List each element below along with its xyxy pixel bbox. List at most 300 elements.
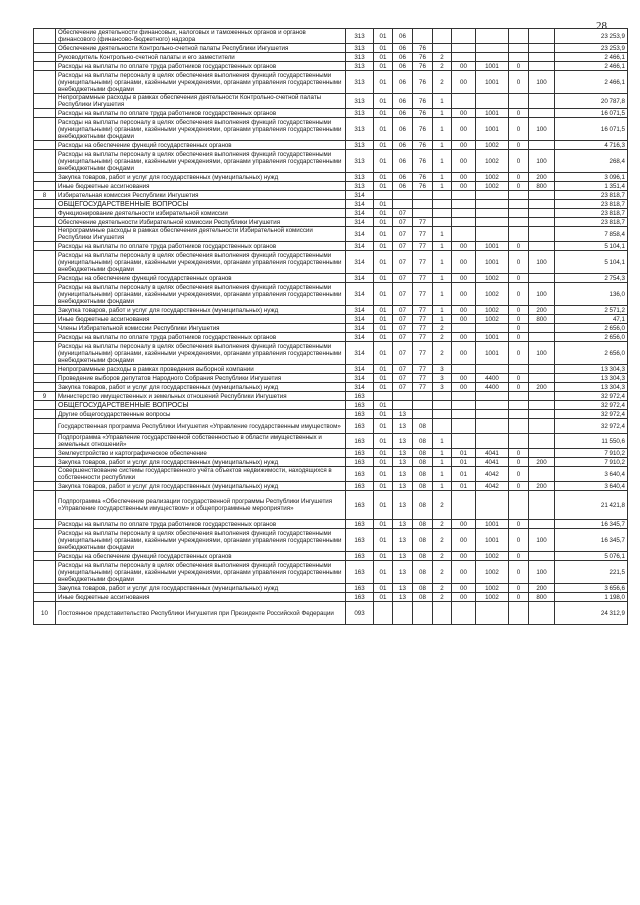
row-index-cell <box>34 109 56 118</box>
direction-code-cell: 1001 <box>476 342 509 365</box>
subsection-code-cell: 06 <box>393 53 413 62</box>
program-code-cell: 76 <box>413 118 433 141</box>
amount-cell: 2 754,3 <box>555 274 628 283</box>
measure-code-cell <box>452 191 476 200</box>
subdirection-code-cell: 0 <box>509 342 529 365</box>
measure-code-cell: 01 <box>452 458 476 467</box>
row-index-cell <box>34 283 56 306</box>
table-row <box>34 274 628 283</box>
row-name-cell: Расходы на выплаты по оплате труда работников государственных органов <box>56 333 346 342</box>
table-row <box>34 365 628 374</box>
amount-cell: 23 818,7 <box>555 209 628 218</box>
subdirection-code-cell: 0 <box>509 458 529 467</box>
table-row <box>34 227 628 242</box>
table-row <box>34 529 628 552</box>
table-row <box>34 520 628 529</box>
subprogram-code-cell: 1 <box>433 118 452 141</box>
subprogram-code-cell: 1 <box>433 434 452 449</box>
row-index-cell <box>34 209 56 218</box>
subsection-code-cell: 07 <box>393 365 413 374</box>
ministry-code-cell: 314 <box>346 383 374 392</box>
direction-code-cell: 4400 <box>476 374 509 383</box>
direction-code-cell: 1002 <box>476 150 509 173</box>
subdirection-code-cell: 0 <box>509 315 529 324</box>
amount-cell: 11 550,6 <box>555 434 628 449</box>
row-name-cell: Непрограммные расходы в рамках проведения выборной компании <box>56 365 346 374</box>
measure-code-cell <box>452 365 476 374</box>
row-index-cell <box>34 342 56 365</box>
section-code-cell: 01 <box>374 374 393 383</box>
table-row <box>34 602 628 625</box>
amount-cell: 16 071,5 <box>555 118 628 141</box>
section-code-cell: 01 <box>374 118 393 141</box>
ministry-code-cell: 314 <box>346 315 374 324</box>
section-code-cell: 01 <box>374 209 393 218</box>
subdirection-code-cell <box>509 410 529 419</box>
subdirection-code-cell: 0 <box>509 109 529 118</box>
subdirection-code-cell: 0 <box>509 584 529 593</box>
row-name-cell: Обеспечение деятельности финансовых, налоговых и таможенных органов и органов финансового (финансово-бюджетного) надзора <box>56 29 346 44</box>
direction-code-cell <box>476 200 509 209</box>
subsection-code-cell: 07 <box>393 274 413 283</box>
subprogram-code-cell: 1 <box>433 458 452 467</box>
program-code-cell: 77 <box>413 333 433 342</box>
direction-code-cell <box>476 29 509 44</box>
subdirection-code-cell <box>509 209 529 218</box>
table-row <box>34 458 628 467</box>
subdirection-code-cell <box>509 365 529 374</box>
ministry-code-cell: 313 <box>346 141 374 150</box>
row-index-cell <box>34 520 56 529</box>
section-code-cell: 01 <box>374 552 393 561</box>
section-code-cell: 01 <box>374 53 393 62</box>
subsection-code-cell: 07 <box>393 374 413 383</box>
subdirection-code-cell: 0 <box>509 141 529 150</box>
row-index-cell <box>34 200 56 209</box>
table-row <box>34 482 628 491</box>
ministry-code-cell: 314 <box>346 365 374 374</box>
row-index-cell <box>34 141 56 150</box>
subsection-code-cell: 13 <box>393 552 413 561</box>
direction-code-cell: 1002 <box>476 593 509 602</box>
subdirection-code-cell: 0 <box>509 374 529 383</box>
direction-code-cell: 1001 <box>476 333 509 342</box>
section-code-cell: 01 <box>374 29 393 44</box>
measure-code-cell: 01 <box>452 467 476 482</box>
row-index-cell <box>34 242 56 251</box>
measure-code-cell <box>452 227 476 242</box>
subprogram-code-cell: 2 <box>433 561 452 584</box>
subprogram-code-cell: 2 <box>433 71 452 94</box>
subdirection-code-cell: 0 <box>509 306 529 315</box>
row-index-cell <box>34 491 56 520</box>
subdirection-code-cell: 0 <box>509 324 529 333</box>
expense-type-code-cell <box>529 191 555 200</box>
measure-code-cell: 00 <box>452 552 476 561</box>
row-index-cell <box>34 29 56 44</box>
row-name-cell: Расходы на выплаты персоналу в целях обеспечения выполнения функций государственными (муниципальными) органами, казёнными учреждениями, органами управления государственными внебюджетными фондами <box>56 342 346 365</box>
row-index-cell <box>34 251 56 274</box>
direction-code-cell: 4042 <box>476 482 509 491</box>
table-row <box>34 392 628 401</box>
measure-code-cell: 00 <box>452 141 476 150</box>
subsection-code-cell: 07 <box>393 383 413 392</box>
section-code-cell: 01 <box>374 306 393 315</box>
program-code-cell: 77 <box>413 324 433 333</box>
subdirection-code-cell: 0 <box>509 449 529 458</box>
measure-code-cell: 00 <box>452 251 476 274</box>
direction-code-cell: 4400 <box>476 383 509 392</box>
subsection-code-cell: 07 <box>393 251 413 274</box>
section-code-cell: 01 <box>374 283 393 306</box>
ministry-code-cell: 163 <box>346 491 374 520</box>
section-code-cell: 01 <box>374 251 393 274</box>
amount-cell: 2 466,1 <box>555 62 628 71</box>
ministry-code-cell: 313 <box>346 62 374 71</box>
subprogram-code-cell: 1 <box>433 242 452 251</box>
expense-type-code-cell: 200 <box>529 306 555 315</box>
subdirection-code-cell <box>509 200 529 209</box>
measure-code-cell: 01 <box>452 449 476 458</box>
program-code-cell: 08 <box>413 458 433 467</box>
section-code-cell: 01 <box>374 324 393 333</box>
measure-code-cell <box>452 602 476 625</box>
direction-code-cell: 1002 <box>476 584 509 593</box>
row-name-cell: Обеспечение деятельности Контрольно-счетной палаты Республики Ингушетия <box>56 44 346 53</box>
row-index-cell <box>34 182 56 191</box>
amount-cell: 7 858,4 <box>555 227 628 242</box>
subdirection-code-cell <box>509 491 529 520</box>
program-code-cell: 77 <box>413 365 433 374</box>
direction-code-cell: 1001 <box>476 251 509 274</box>
row-index-cell <box>34 401 56 410</box>
subsection-code-cell: 07 <box>393 306 413 315</box>
program-code-cell <box>413 29 433 44</box>
section-code-cell: 01 <box>374 44 393 53</box>
program-code-cell: 76 <box>413 150 433 173</box>
row-name-cell: Руководитель Контрольно-счетной палаты и его заместители <box>56 53 346 62</box>
subprogram-code-cell: 3 <box>433 374 452 383</box>
subprogram-code-cell: 1 <box>433 94 452 109</box>
measure-code-cell <box>452 491 476 520</box>
section-code-cell: 01 <box>374 491 393 520</box>
amount-cell: 1 351,4 <box>555 182 628 191</box>
table-row <box>34 182 628 191</box>
direction-code-cell: 1002 <box>476 306 509 315</box>
measure-code-cell: 00 <box>452 118 476 141</box>
measure-code-cell: 00 <box>452 374 476 383</box>
direction-code-cell: 1001 <box>476 529 509 552</box>
measure-code-cell <box>452 410 476 419</box>
amount-cell: 23 818,7 <box>555 191 628 200</box>
table-row <box>34 324 628 333</box>
section-code-cell: 01 <box>374 94 393 109</box>
section-code-cell: 01 <box>374 200 393 209</box>
expense-type-code-cell <box>529 333 555 342</box>
row-index-cell <box>34 482 56 491</box>
ministry-code-cell: 313 <box>346 29 374 44</box>
section-code-cell: 01 <box>374 593 393 602</box>
row-index-cell <box>34 467 56 482</box>
section-code-cell: 01 <box>374 449 393 458</box>
row-name-cell: Постоянное представительство Республики Ингушетия при Президенте Российской Федерации <box>56 602 346 625</box>
measure-code-cell <box>452 94 476 109</box>
ministry-code-cell: 163 <box>346 419 374 434</box>
ministry-code-cell: 163 <box>346 401 374 410</box>
row-name-cell: Расходы на выплаты персоналу в целях обеспечения выполнения функций государственными (муниципальными) органами, казёнными учреждениями, органами управления государственными внебюджетными фондами <box>56 283 346 306</box>
expense-type-code-cell <box>529 449 555 458</box>
subsection-code-cell: 13 <box>393 467 413 482</box>
table-row <box>34 491 628 520</box>
program-code-cell: 76 <box>413 109 433 118</box>
program-code-cell: 76 <box>413 44 433 53</box>
row-name-cell: Расходы на выплаты персоналу в целях обеспечения выполнения функций государственными (муниципальными) органами, казёнными учреждениями, органами управления государственными внебюджетными фондами <box>56 251 346 274</box>
row-index-cell <box>34 410 56 419</box>
table-row <box>34 306 628 315</box>
measure-code-cell <box>452 419 476 434</box>
subsection-code-cell: 07 <box>393 333 413 342</box>
row-name-cell: ОБЩЕГОСУДАРСТВЕННЫЕ ВОПРОСЫ <box>56 401 346 410</box>
row-index-cell <box>34 44 56 53</box>
row-index-cell: 8 <box>34 191 56 200</box>
subprogram-code-cell <box>433 44 452 53</box>
expense-type-code-cell <box>529 242 555 251</box>
subprogram-code-cell: 1 <box>433 251 452 274</box>
row-index-cell: 9 <box>34 392 56 401</box>
measure-code-cell <box>452 401 476 410</box>
subsection-code-cell: 06 <box>393 141 413 150</box>
expense-type-code-cell <box>529 62 555 71</box>
section-code-cell: 01 <box>374 109 393 118</box>
direction-code-cell <box>476 434 509 449</box>
section-code-cell: 01 <box>374 410 393 419</box>
amount-cell: 2 466,1 <box>555 71 628 94</box>
amount-cell: 23 253,9 <box>555 29 628 44</box>
expense-type-code-cell <box>529 94 555 109</box>
row-index-cell <box>34 274 56 283</box>
row-index-cell <box>34 71 56 94</box>
expense-type-code-cell <box>529 109 555 118</box>
subdirection-code-cell: 0 <box>509 467 529 482</box>
table-row <box>34 584 628 593</box>
subsection-code-cell: 07 <box>393 242 413 251</box>
program-code-cell: 08 <box>413 561 433 584</box>
amount-cell: 2 466,1 <box>555 53 628 62</box>
row-name-cell: Непрограммные расходы в рамках обеспечения деятельности Контрольно-счетной палаты Республики Ингушетия <box>56 94 346 109</box>
amount-cell: 5 104,1 <box>555 251 628 274</box>
measure-code-cell <box>452 44 476 53</box>
subsection-code-cell: 07 <box>393 227 413 242</box>
section-code-cell: 01 <box>374 419 393 434</box>
row-index-cell <box>34 449 56 458</box>
subsection-code-cell <box>393 191 413 200</box>
direction-code-cell: 1002 <box>476 283 509 306</box>
expense-type-code-cell: 800 <box>529 182 555 191</box>
subprogram-code-cell: 2 <box>433 593 452 602</box>
direction-code-cell <box>476 419 509 434</box>
subprogram-code-cell <box>433 419 452 434</box>
row-index-cell <box>34 324 56 333</box>
row-index-cell <box>34 173 56 182</box>
program-code-cell: 77 <box>413 315 433 324</box>
subprogram-code-cell <box>433 392 452 401</box>
table-row <box>34 118 628 141</box>
row-name-cell: Закупка товаров, работ и услуг для государственных (муниципальных) нужд <box>56 584 346 593</box>
amount-cell: 7 910,2 <box>555 458 628 467</box>
subprogram-code-cell: 3 <box>433 365 452 374</box>
section-code-cell: 01 <box>374 458 393 467</box>
subsection-code-cell: 06 <box>393 173 413 182</box>
row-name-cell: Расходы на выплаты персоналу в целях обеспечения выполнения функций государственными (муниципальными) органами, казёнными учреждениями, органами управления государственными внебюджетными фондами <box>56 118 346 141</box>
section-code-cell: 01 <box>374 227 393 242</box>
subsection-code-cell: 13 <box>393 410 413 419</box>
subdirection-code-cell: 0 <box>509 520 529 529</box>
direction-code-cell: 1002 <box>476 315 509 324</box>
row-name-cell: Совершенствование системы государственного учёта объектов недвижимости, находящихся в собственности республики <box>56 467 346 482</box>
table-row <box>34 401 628 410</box>
section-code-cell: 01 <box>374 584 393 593</box>
row-index-cell <box>34 62 56 71</box>
section-code-cell: 01 <box>374 150 393 173</box>
subdirection-code-cell <box>509 218 529 227</box>
amount-cell: 32 972,4 <box>555 401 628 410</box>
program-code-cell: 08 <box>413 449 433 458</box>
table-row <box>34 467 628 482</box>
row-index-cell <box>34 227 56 242</box>
row-name-cell: Расходы на выплаты по оплате труда работников государственных органов <box>56 242 346 251</box>
row-index-cell <box>34 584 56 593</box>
section-code-cell <box>374 392 393 401</box>
ministry-code-cell: 313 <box>346 173 374 182</box>
ministry-code-cell: 163 <box>346 482 374 491</box>
program-code-cell: 77 <box>413 306 433 315</box>
subdirection-code-cell: 0 <box>509 118 529 141</box>
ministry-code-cell: 163 <box>346 467 374 482</box>
table-row <box>34 315 628 324</box>
table-row <box>34 141 628 150</box>
amount-cell: 47,1 <box>555 315 628 324</box>
subsection-code-cell: 13 <box>393 529 413 552</box>
section-code-cell: 01 <box>374 434 393 449</box>
row-name-cell: Закупка товаров, работ и услуг для государственных (муниципальных) нужд <box>56 458 346 467</box>
program-code-cell <box>413 191 433 200</box>
expense-type-code-cell <box>529 274 555 283</box>
program-code-cell <box>413 392 433 401</box>
ministry-code-cell: 314 <box>346 324 374 333</box>
ministry-code-cell: 314 <box>346 242 374 251</box>
program-code-cell: 08 <box>413 419 433 434</box>
subdirection-code-cell <box>509 191 529 200</box>
row-name-cell: ОБЩЕГОСУДАРСТВЕННЫЕ ВОПРОСЫ <box>56 200 346 209</box>
expense-type-code-cell: 800 <box>529 593 555 602</box>
row-name-cell: Иные бюджетные ассигнования <box>56 593 346 602</box>
measure-code-cell <box>452 29 476 44</box>
expense-type-code-cell: 200 <box>529 482 555 491</box>
subprogram-code-cell: 2 <box>433 342 452 365</box>
subprogram-code-cell: 1 <box>433 449 452 458</box>
direction-code-cell <box>476 324 509 333</box>
section-code-cell: 01 <box>374 401 393 410</box>
row-index-cell <box>34 434 56 449</box>
subsection-code-cell: 13 <box>393 584 413 593</box>
expense-type-code-cell <box>529 419 555 434</box>
expense-type-code-cell <box>529 392 555 401</box>
measure-code-cell: 00 <box>452 333 476 342</box>
ministry-code-cell: 163 <box>346 552 374 561</box>
row-name-cell: Расходы на выплаты по оплате труда работников государственных органов <box>56 109 346 118</box>
subdirection-code-cell <box>509 44 529 53</box>
table-row <box>34 173 628 182</box>
table-row <box>34 71 628 94</box>
program-code-cell: 76 <box>413 173 433 182</box>
section-code-cell: 01 <box>374 365 393 374</box>
expense-type-code-cell: 100 <box>529 561 555 584</box>
measure-code-cell: 00 <box>452 529 476 552</box>
subprogram-code-cell: 1 <box>433 274 452 283</box>
ministry-code-cell: 314 <box>346 209 374 218</box>
row-name-cell: Расходы на выплаты по оплате труда работников государственных органов <box>56 62 346 71</box>
subsection-code-cell: 06 <box>393 150 413 173</box>
row-name-cell: Функционирование деятельности избирательной комиссии <box>56 209 346 218</box>
program-code-cell: 08 <box>413 467 433 482</box>
table-row <box>34 200 628 209</box>
row-name-cell: Расходы на обеспечение функций государственных органов <box>56 274 346 283</box>
row-name-cell: Расходы на выплаты персоналу в целях обеспечения выполнения функций государственными (муниципальными) органами, казёнными учреждениями, органами управления государственными внебюджетными фондами <box>56 150 346 173</box>
expense-type-code-cell <box>529 218 555 227</box>
subdirection-code-cell: 0 <box>509 173 529 182</box>
subdirection-code-cell: 0 <box>509 62 529 71</box>
ministry-code-cell: 163 <box>346 520 374 529</box>
ministry-code-cell: 163 <box>346 434 374 449</box>
measure-code-cell: 00 <box>452 342 476 365</box>
program-code-cell: 77 <box>413 218 433 227</box>
amount-cell: 1 198,0 <box>555 593 628 602</box>
subprogram-code-cell: 2 <box>433 584 452 593</box>
row-name-cell: Подпрограмма «Обеспечение реализации государственной программы Республики Ингушетия «Управление государственным имуществом» и общепрограммные мероприятия» <box>56 491 346 520</box>
expense-type-code-cell <box>529 491 555 520</box>
amount-cell: 2 571,2 <box>555 306 628 315</box>
measure-code-cell <box>452 434 476 449</box>
ministry-code-cell: 313 <box>346 150 374 173</box>
expense-type-code-cell <box>529 53 555 62</box>
table-row <box>34 53 628 62</box>
amount-cell: 2 656,0 <box>555 342 628 365</box>
subprogram-code-cell: 1 <box>433 182 452 191</box>
row-name-cell: Расходы на обеспечение функций государственных органов <box>56 552 346 561</box>
subsection-code-cell <box>393 200 413 209</box>
subdirection-code-cell: 0 <box>509 383 529 392</box>
section-code-cell: 01 <box>374 141 393 150</box>
program-code-cell <box>413 401 433 410</box>
ministry-code-cell: 314 <box>346 374 374 383</box>
ministry-code-cell: 313 <box>346 109 374 118</box>
program-code-cell: 76 <box>413 62 433 71</box>
subprogram-code-cell: 1 <box>433 227 452 242</box>
subprogram-code-cell: 1 <box>433 467 452 482</box>
row-name-cell: Закупка товаров, работ и услуг для государственных (муниципальных) нужд <box>56 173 346 182</box>
row-index-cell <box>34 458 56 467</box>
direction-code-cell <box>476 227 509 242</box>
row-name-cell: Расходы на обеспечение функций государственных органов <box>56 141 346 150</box>
direction-code-cell: 1001 <box>476 242 509 251</box>
subprogram-code-cell: 1 <box>433 315 452 324</box>
direction-code-cell <box>476 53 509 62</box>
section-code-cell: 01 <box>374 383 393 392</box>
subsection-code-cell: 13 <box>393 419 413 434</box>
direction-code-cell <box>476 410 509 419</box>
subdirection-code-cell: 0 <box>509 333 529 342</box>
subdirection-code-cell: 0 <box>509 529 529 552</box>
